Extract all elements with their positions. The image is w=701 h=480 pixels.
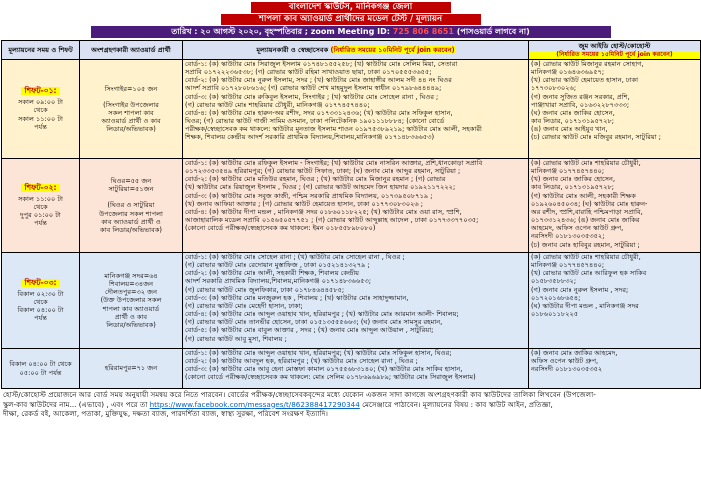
table-row — [2, 60, 701, 159]
time-cell-line: সকাল ১১:০০ টা — [18, 114, 63, 123]
password-note: (পাসওয়ার্ড লাগবে না) — [453, 27, 530, 36]
shift-badge: শিফট-০২: — [21, 184, 59, 192]
host-cell-line: ০১৭৩৩১২৪৩৬; (ঙ) জনাব মোঃ জাকির — [531, 216, 640, 225]
evaluators-cell-line: শিক্ষক, শিবালয় কেন্দ্রীয় আদর্শ সরকারি প্রাথমিক বিদ্যালয়,শিবালয়,মানিকগঞ্জ ০১৭১৪৮৩৬৬৫৩) — [185, 133, 435, 142]
col-time-header: মূল্যায়নের সময় ও শিফট — [2, 41, 80, 60]
evaluators-cell-line: বোর্ড-৪: (ক) স্কাউটার দীপা মন্ডল , মানিকগঞ্জ সদর ০১৮৬০১১৮২২৫; (খ) স্কাউটার মোঃ ওয়া রাস, স্প্রশি, — [185, 207, 462, 216]
time-cell-line: পর্যন্ত — [34, 122, 47, 131]
evaluators-cell-line: বোর্ড-২: (ক) স্কাউটার মোঃ নুরুল ইসলাম, সদর ; (খ) স্কাউটার মোঃ জাহাঙ্গীর আলম সদী ৪৪ নং ঘিওর — [185, 76, 452, 85]
time-cell-line: বিকাল ০৪:০০ টা থেকে — [9, 360, 72, 369]
evaluators-cell — [183, 60, 529, 159]
host-cell-line: ০১৫৮৩৫৮৮৩২; — [531, 277, 577, 286]
evaluators-cell — [183, 253, 529, 349]
participants-cell-line: (সিংগাইর উপজেলার — [103, 100, 159, 109]
evaluators-cell-line: বোর্ড-১: (ক) স্কাউটার মোঃ সোহেল রানা ; (খ) স্কাউটার মোঃ সোহেল রানা , ঘিওর ; — [185, 253, 405, 261]
participants-cell-line: শিবালয়=৩৪জন — [108, 280, 154, 289]
evaluators-cell-line: (গ) রোভার স্কাউট মোঃ জুলফিকার, ঢাকা ০১৭৮৪৬৪৪৫৮৫; — [185, 285, 345, 294]
host-cell-line: ১৭৭৩০৮৩০২৬; — [531, 84, 577, 93]
evaluators-cell-line: (খ) জনাব আফিয়া আক্তার ; (গ) রোভার স্কাউট হেমায়েত হাসান, ঢাকা ০১৭৭৩০৮৩০২৬ ; — [185, 199, 424, 208]
col-host-header — [529, 41, 701, 60]
evaluators-cell-line: বোর্ড-৩: (ক) স্কাউটার মোঃ মনজুরুল হক , শিবালয় ; (খ) স্কাউটার মোঃ সাহাদুজ্জামান, — [185, 293, 409, 302]
host-cell-line: নরসিংদী ০১৮১৩০৩৫৩৫২ — [531, 365, 603, 374]
participants-cell-line: (ঘিওর ও সাটুরিয়া — [107, 201, 155, 210]
evaluators-cell-line: আদর্শ সপ্রাবি ০১৭২৮০৮৬১৬; (গ) রোভার স্কাউট শেখ মাহমুদুল ইসলাম স্বাধীন ০১৭৯৮৬৪৪৪৪৯; — [185, 84, 442, 93]
shift-badge: শিফট-০১: — [21, 87, 59, 95]
meeting-date: তারিখ : ২০ আগস্ট ২০২০, বৃহস্পতিবার ; zoom Meeting ID: — [171, 27, 393, 36]
footer-line-2-start: স্কুল-কাব স্কাউটদের নাম... (এভাবে) , এবং পরে তা — [3, 399, 150, 409]
evaluators-cell-line: বোর্ড-১: (ক) স্কাউটার মোঃ সিরাজুল ইসলাম ০১৭৪৮১৫৫২৫৮; (খ) স্কাউটার মোঃ সেলিম মিয়া, সেতারা — [185, 60, 458, 68]
evaluators-cell-line: পরীক্ষক/স্বেচ্ছাসেবক কম থাকলে: স্কাউটার মুনতাজ ইসলাম শাওন ০১৯৭৫৩৮৯২১৯; স্কাউটার মোঃ আলী, সহকারী — [185, 125, 482, 134]
time-cell — [2, 159, 80, 253]
host-cell-line: মানিকগঞ্জ ০১৬৪৬৩৬৯৫৭; — [531, 68, 605, 77]
participants-cell-line: সাটুরিয়া=৫১জন — [108, 185, 154, 194]
page — [0, 2, 701, 480]
participants-cell-line: কাব লিডার/অভিভাবক) — [100, 225, 162, 234]
evaluators-cell-line: (গ) রোভার স্কাউট মোঃ শাহরিয়ার চৌধুরী, মানিকগঞ্জ ০১৭৭৪৫৭৪৪০; — [185, 100, 370, 109]
evaluators-cell-line: (গ) রোভার স্কাউট মোঃ রেদোয়ান মুস্তাফিজ , ঢাকা ০১৫২১৪১৩২৭৯ ; — [185, 261, 370, 270]
header — [0, 2, 701, 38]
participants-cell-line: শাপলা কাব অ্যাওয়ার্ড — [102, 304, 160, 313]
evaluators-cell-line: বোর্ড-২: (ক) স্কাউটার আবদুল হক, হরিরামপুর ; (খ) স্কাউটার মোঃ সোহেল রানা , ঘিওর ; — [185, 357, 418, 366]
host-cell-line: (গ) স্কাউটার মোঃ আলী, সহকারী শিক্ষক — [531, 191, 636, 200]
time-cell-line: সকাল ০৯:০০ টা — [18, 98, 63, 107]
footer-note — [0, 389, 701, 419]
time-cell-line: থেকে — [33, 202, 48, 211]
header-title: বাংলাদেশ স্কাউটস, মানিকগঞ্জ জেলা — [251, 2, 451, 13]
evaluators-cell-line: (গ) রোভার স্কাউট মোঃ তানভীর হোসেন, ঢাকা ০১৫১৩৫৫৫৬৬৩; (ঘ) জনাব মোঃ সামসুর রহমান, — [185, 318, 443, 327]
shift-badge: শিফট-০৩: — [21, 279, 59, 287]
evaluators-cell-line: বোর্ড-৩: (ক) স্কাউটার মোঃ আবু হেনা মোস্তফা কামাল ০১৭৫৫৬৮৩১৪০; (খ) স্কাউটার মোঃ সাকিব হাসান, — [185, 365, 463, 374]
evaluators-title: মূল্যায়নকারী ও স্বেচ্ছাসেবক — [256, 46, 329, 54]
table-row — [2, 349, 701, 389]
evaluators-cell-line: বোর্ড-১: (ক) স্কাউটার মোঃ আব্দুল ওয়াহাব খান, হরিরামপুর; (খ) স্কাউটার মোঃ সফিকুল হাসান, ঘিওর; — [185, 349, 452, 357]
host-cell-line: কাব লিডার, ০১৭১৩১৯৫৭২৮; — [531, 117, 615, 126]
participants-cell-line: মানিকগঞ্জ সদর=৬৪ — [104, 271, 158, 280]
host-cell-line: ০১৮৬০১১৮২২৫ — [531, 310, 579, 319]
evaluators-cell-line: আজাহারালিক মডেল সপ্রাবি ০১৫৬৫০৫৭৭৫১ ; (গ) রোভার স্কাউট আব্দুল্লাহ আদেল , ঢাকা ০১৭৭৩৩৭৭০৩৫; — [185, 216, 479, 225]
header-date-meeting — [91, 26, 611, 38]
table-header-row — [2, 41, 701, 60]
participants-cell-line: ঘিওর=৫৫ জন — [110, 176, 152, 185]
evaluators-cell-line: (গ) রোভার স্কাউট মোঃ মেহেদী হাসান, ঢাকা; — [185, 301, 303, 310]
evaluators-cell-line: বোর্ড-২: (ক) স্কাউটার মোঃ আলী, সহকারী শিক্ষক, শিবালয় কেন্দ্রীয় — [185, 269, 360, 278]
host-cell-line: (গ) জনাব মোঃ নুরুল ইসলাম , সদর; — [531, 285, 629, 294]
host-cell-line: (খ) রোভার স্কাউট হেমায়েত হাসান, ঢাকা — [531, 76, 639, 85]
host-cell-line: (ক) জনাব মোঃ জাকির আহমেদ, — [531, 349, 618, 357]
host-cell-line: অর রশীদ, স্প্রশি,বারাহি পশ্চিমপাড়া সপ্রাবি, — [531, 207, 643, 216]
host-cell-line: পাঞ্জাখারা সপ্রাবি, ০১৬৩২২৮৭৩৩৩; — [531, 100, 630, 109]
time-cell-line: বিকাল ০২:৩০ টা — [17, 289, 64, 298]
participants-cell — [80, 60, 183, 159]
host-cell-line: (গ) জনাব সুজিত রঞ্জন সরকার, প্রশি, — [531, 92, 630, 101]
time-cell-line: পর্যন্ত — [34, 314, 47, 323]
host-cell-line: (ঘ) জনাব মোঃ জাকির হোসেন, — [531, 108, 615, 117]
evaluators-cell-line: বোর্ড-৫: (ক) স্কাউটার মোঃ বাবুল আক্তার , সদর ; (খ) জনাব মোঃ আব্দুল আউয়াল , সাটুরিয়া; — [185, 326, 434, 335]
time-cell-line: থেকে — [33, 106, 48, 115]
host-cell — [529, 349, 701, 389]
messenger-link[interactable]: https://www.facebook.com/messages/t/862388417290344 — [149, 399, 360, 409]
footer-line-3: দীক্ষা, রেকর্ড বই, আকেলা, পতাকা, মুক্তিযুদ্ধ, দক্ষতা ব্যাজ, পারদর্শিতা ব্যাজ, স্বাস্থ্য সুরক্ষা, পরিবেশ সংরক্ষণ ইত্যাদি। — [3, 409, 328, 418]
evaluators-cell-line: বোর্ড-৪: (ক) স্কাউটার মোঃ হারুন-অর রশীদ, সদর ০১৭৩৩১২৪৩৬; (খ) স্কাউটার মোঃ সফিকুল হাসান, — [185, 108, 453, 117]
time-cell-line: ০৫:০০ টা পর্যন্ত — [19, 368, 62, 377]
header-subtitle: শাপলা কাব অ্যাওয়ার্ড প্রার্থীদের মডেল টেস্ট / মূল্যায়ন — [221, 14, 481, 25]
evaluators-cell-line: বোর্ড-২: (ক) স্কাউটার মোঃ মতিউর রহমান, ঘিওর ; (খ) স্কাউটার মোঃ মিজানুর রহমান ; (গ) রোভার — [185, 175, 446, 184]
host-cell-line: অফিস ওপেন স্কাউট গ্রুপ, — [531, 357, 599, 366]
participants-cell — [80, 253, 183, 349]
col-evaluators-header — [183, 41, 529, 60]
footer-line-1: হোস্ট/কোহোস্ট প্রয়োজনে আর বোর্ড সময় অনুযায়ী সমন্বয় করে নিতে পারবেন। বোর্ডের পরীক্ষক/স্বেচ্ছাসেবকবৃন্দের মধ্যে যেকোন একজন সাদা কাগজে অংশগ্রহণকারী কাব স্কাউটদের তালিকা লিখবেন (উপজেলা- — [3, 390, 596, 399]
host-cell-line: মানিকগঞ্জ ০১৭৭৪৫৭৪৪০; — [531, 167, 605, 176]
participants-cell-line: উপজেলার সকল শাপলা — [99, 209, 163, 218]
time-cell — [2, 60, 80, 159]
evaluators-cell-line: (খ) স্কাউটার মোঃ রিয়াজুল ইসলাম , ঘিওর ; (গ) রোভার স্কাউট আহমেদ জিন হায়দার ০১৯২১১৭২২২; — [185, 183, 456, 192]
participants-cell-line: লিডার/অভিভাবক) — [106, 125, 156, 134]
evaluators-cell-line: বোর্ড-৩: (ক) স্কাউটার মোঃ রুকিবুল ইসলাম, সিংগাইর ; (খ) স্কাউটার মোঃ সোহেল রানা , ঘিওর ; — [185, 92, 439, 101]
evaluators-cell — [183, 159, 529, 253]
host-cell-line: (ক) রোভার স্কাউট মোঃ শাহরিয়ার চৌধুরী, — [531, 253, 641, 261]
participants-cell-line: সকল শাপলা কাব — [108, 109, 154, 117]
host-cell-line: (চ) রোভার স্কাউট মোঃ মজিবুর রহমান, সাটুরিয়া ; — [531, 133, 662, 142]
evaluators-cell-line: (কোনো বোর্ডে পরীক্ষক/স্বেচ্ছাসেবক কম থাকলে: মোঃ সেলিম ০১৭৮৬৯৬৯৮৯; স্কাউটার মোঃ সিরাজুল ইসলাম) — [185, 373, 476, 382]
evaluators-cell-line: ঘিওর; (গ) রোভার স্কাউট গাজী সামিম ওসমান, ঢাকা পলিটেকনিক ১৯০১১১৮৮৮৪; (কোনো বোর্ডে — [185, 117, 445, 126]
evaluators-cell-line: বোর্ড-৪: (ক) স্কাউটার মোঃ আব্দুল ওয়াহাব খান, হরিরামপুর ; (খ) স্কাউটার মোঃ আরমান আলী- শিবালয়; — [185, 310, 459, 319]
participants-cell-line: সিংগাইর=১০৫ জন — [104, 84, 158, 93]
evaluators-cell-line: বোর্ড-১: (ক) স্কাউটার মোঃ রফিকুল ইসলাম - সিংগাইর; (খ) স্কাউটার মোঃ নাসরিন আক্তার, প্রশি,ধানকোড়া সপ্রাবি — [185, 159, 483, 167]
host-cell-line: মানিকগঞ্জ ০১৭৭৪৫৭৪৪০; — [531, 261, 605, 270]
time-cell — [2, 253, 80, 349]
host-cell-line: ০১৯২৬০৪৫০৩৪; (ঘ) স্কাউটার মোঃ হারুন- — [531, 199, 648, 208]
host-cell-line: (খ) রোভার স্কাউট মোঃ আরিফুল হক সাকিব — [531, 269, 647, 278]
time-cell-line: থেকে — [33, 297, 48, 306]
participants-cell-line: কাব অ্যাওয়ার্ড প্রার্থী ও — [101, 217, 161, 226]
participants-cell — [80, 349, 183, 389]
footer-line-2-end: মেসেঞ্জারে পাঠাবেন। মূল্যায়নের বিষয় : কাব স্কাউট আইন, প্রতিজ্ঞা, — [359, 399, 553, 409]
participants-cell-line: প্রার্থী ও কাব — [114, 312, 148, 321]
host-cell-line: (চ) জনাব মোঃ হাবিবুর রহমান, সাটুরিয়া ; — [531, 240, 640, 249]
host-cell-line: (ক) রোভার স্কাউট মিজানুর রহমান সোহাগ, — [531, 60, 644, 68]
table-body — [2, 60, 701, 389]
time-cell-line: পর্যন্ত — [34, 219, 47, 228]
evaluators-cell-line: (কোনো বোর্ডে পরীক্ষক/স্বেচ্ছাসেবক কম থাকলে: ইমন ০১৮৫৫৮৯৮০৮০) — [185, 224, 376, 233]
time-cell — [2, 349, 80, 389]
host-cell — [529, 159, 701, 253]
evaluators-cell-line: (গ) রোভার স্কাউট আবু মুসা, শিবালয় ; — [185, 334, 287, 343]
table-row — [2, 159, 701, 253]
schedule-table — [1, 40, 701, 389]
participants-cell-line: দৌলতপুর=৩২ জন — [104, 288, 158, 297]
host-cell-line: (ঙ) জনাব মোঃ আইয়ুব খান, — [531, 125, 608, 134]
participants-cell-line: লিডার/অভিভাবক) — [106, 320, 156, 329]
host-cell-line: কাব লিডার, ০১৭১৩১৯৫৭২৮; — [531, 183, 615, 192]
host-cell — [529, 60, 701, 159]
time-cell-line: বিকাল ০৪:০০ টা — [17, 306, 64, 315]
host-cell-line: (ক) রোভার স্কাউট মোঃ শাহরিয়ার চৌধুরী, — [531, 159, 641, 167]
host-cell — [529, 253, 701, 349]
host-cell-line: নরসিংদী ০১৮১৩০৩৫৩৫২; — [531, 232, 605, 241]
evaluators-cell-line: আদর্শ সরকারি প্রাথমিক বিদ্যালয়,শিবালয়,মানিকগঞ্জ ০১৭১৪৮৩৬৬৫৩; — [185, 277, 372, 286]
time-cell-line: সকাল ১১:০০ টা — [18, 194, 63, 203]
evaluators-cell-line: সপ্রাবি ০১৭২২২৩৬৫৩৮; (গ) রোভার স্কাউট রহিমা সাখাওয়াত ছায়া, ঢাকা ০১৭০৫৫৫৩৬৫৫; — [185, 68, 432, 77]
participants-cell-line — [82, 93, 180, 101]
host-cell-line: আহমেদ, অফিস ওপেন স্কাউট গ্রুপ, — [531, 224, 624, 233]
participants-cell-line: হরিরামপুর=৭১ জন — [104, 364, 158, 373]
host-note: (নির্ধারিত সময়ের ১৫মিনিট পূর্বে join করবেন) — [529, 51, 700, 59]
evaluators-cell — [183, 349, 529, 389]
participants-cell-line: অ্যাওয়ার্ড প্রার্থী ও কাব — [101, 117, 161, 126]
host-cell-line: (খ) জনাব মোঃ জাকির হোসেন, — [531, 175, 616, 184]
participants-cell — [80, 159, 183, 253]
time-cell-line: দুপুর ০১:০০ টা — [20, 211, 61, 220]
evaluators-cell-line: ০১৭২৩৩৫৩৫৪৯ হরিরামপুর; (গ) রোভার স্কাউট সিফাত, ঢাকা; (ঘ) জনাব মোঃ আব্দুর রহমান, সাটুরিয়া ; — [185, 167, 461, 176]
evaluators-cell-line: বোর্ড-৩: (ক) স্কাউটার মোঃ সবুজ কাজী, পশ্চিম সরকারি প্রাথমিক বিদ্যালয়, ০১৭৩৯৫০৮৭১৯ ; — [185, 191, 433, 200]
table-row — [2, 253, 701, 349]
col-participants-header: অংশগ্রহণকারী অ্যাওয়ার্ড প্রার্থী — [80, 41, 183, 60]
participants-cell-line: (উক্ত উপজেলার সকল — [100, 296, 162, 305]
evaluators-note: (নির্ধারিত সময়ের ১০মিনিট পূর্বে join করবেন) — [330, 46, 455, 54]
meeting-id[interactable]: 725 806 8651 — [392, 27, 454, 36]
host-cell-line: ০১৭২০১৬৮৬৫৪; — [531, 293, 581, 302]
host-title: জুম আইডি হোস্ট/কোহোস্ট — [578, 42, 651, 50]
host-cell-line: (ঘ) স্কাউটার দীপা মন্ডল , মানিকগঞ্জ সদর — [531, 301, 639, 310]
